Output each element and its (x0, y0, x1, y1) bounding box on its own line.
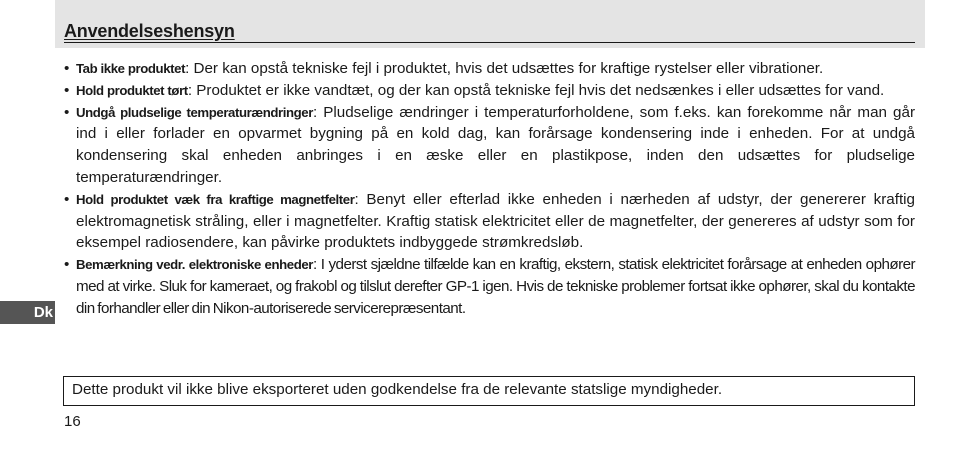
bullet-dot: • (64, 103, 70, 121)
bullet-dot: • (64, 190, 70, 208)
page-number: 16 (64, 413, 81, 430)
bullet-dot: • (64, 60, 70, 77)
bullet-text: : Produktet er ikke vandtæt, og der kan opstå tekniske fejl hvis det nedsænkes i eller udsættes for vand. (187, 81, 885, 99)
bullet-text: : I yderst sjældne tilfælde kan en kraftig, ekstern, statisk elektricitet forårsage at enheden ophører med at virke. Sluk for kameraet, og frakobl og tilslut derefter GP-1 igen. Hvis de tekniske problemer fortsat ikke ophører, skal du kontakte din forhandler eller din Nikon-autoriserede servicerepræsentant. (76, 256, 916, 317)
list-item (64, 80, 915, 102)
bullet-term: Bemærkning vedr. elektroniske enheder (76, 257, 314, 273)
section-title: Anvendelseshensyn (64, 20, 915, 43)
list-item (64, 58, 915, 80)
language-tab: Dk (0, 301, 55, 324)
bullet-text: : Der kan opstå tekniske fejl i produktet, hvis det udsættes for kraftige rystelser eller vibrationer. (185, 60, 824, 77)
list-item (64, 189, 915, 254)
list-item (64, 254, 915, 319)
bullet-dot: • (64, 256, 69, 274)
bullet-term: Hold produktet tørt (76, 82, 188, 98)
bullet-term: Undgå pludselige temperaturændringer (76, 104, 313, 120)
bullet-text: : Benyt eller efterlad ikke enheden i nærheden af udstyr, der genererer kraftig elektromagnetisk stråling, eller i magnetfelter. Kraftig statisk elektricitet eller de magnetfelter, der genereres af udstyr som for eksempel radiosendere, kan påvirke produktets indbyggede strømkredsløb. (76, 190, 915, 252)
bullet-text: : Pludselige ændringer i temperaturforholdene, som f.eks. kan forekomme når man går ind i eller forlader en opvarmet bygning på en kold dag, kan forårsage kondensering inde i enheden. For at undgå kondensering skal enheden anbringes i en æske eller en plastikpose, inden den udsættes for pludselige temperaturændringer. (76, 103, 915, 186)
bullet-term: Tab ikke produktet (76, 61, 186, 76)
export-notice: Dette produkt vil ikke blive eksporteret uden godkendelse fra de relevante statslige myndigheder. (63, 376, 915, 406)
bullet-dot: • (64, 81, 70, 99)
list-item (64, 102, 915, 189)
bullet-list (64, 58, 915, 320)
bullet-term: Hold produktet væk fra kraftige magnetfelter (76, 191, 355, 207)
